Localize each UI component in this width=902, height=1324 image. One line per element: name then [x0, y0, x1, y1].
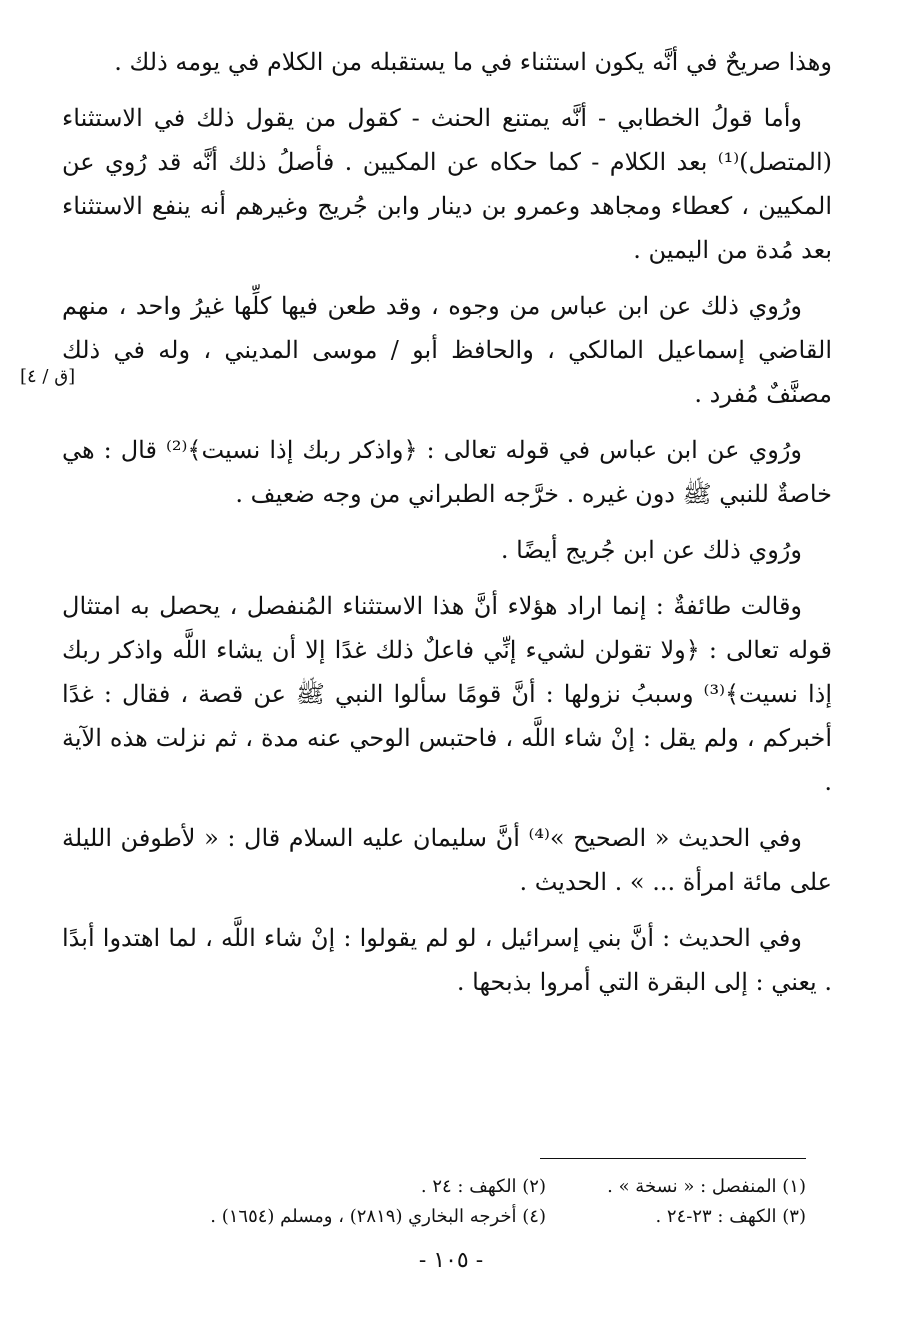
- footnote-3: (٣) الكهف : ٢٣-٢٤ .: [655, 1206, 806, 1227]
- paragraph-2: وأما قولُ الخطابي - أنَّه يمتنع الحنث - كقول من يقول ذلك في الاستثناء (المتصل)⁽¹⁾ بعد الكلام - كما حكاه عن المكيين . فأصلُ ذلك أنَّه قد رُوي عن المكيين ، كعطاء ومجاهد وعمرو بن دينار وابن جُريج وغيرهم أنه ينفع الاستثناء بعد مُدة من اليمين .: [62, 104, 832, 264]
- footnotes: [96, 1172, 806, 1232]
- paragraph-6: وقالت طائفةٌ : إنما اراد هؤلاء أنَّ هذا الاستثناء المُنفصل ، يحصل به امتثال قوله تعالى : ﴿ولا تقولن لشيء إنِّي فاعلٌ ذلك غدًا إلا أن يشاء اللَّه واذكر ربك إذا نسيت﴾⁽³⁾ وسببُ نزولها : أنَّ قومًا سألوا النبي ﷺ عن قصة ، فقال : غدًا أخبركم ، ولم يقل : إنْ شاء اللَّه ، فاحتبس الوحي عنه مدة ، ثم نزلت هذه الآية .: [62, 592, 833, 796]
- footnote-row: [96, 1202, 806, 1232]
- footnote-divider: [540, 1158, 806, 1159]
- manuscript-folio-marker: [ق / ٤]: [20, 366, 76, 387]
- paragraph-3: ورُوي ذلك عن ابن عباس من وجوه ، وقد طعن فيها كلِّها غيرُ واحد ، منهم القاضي إسماعيل المالكي ، والحافظ أبو / موسى المديني ، وله في ذلك مصنَّفٌ مُفرد .: [62, 292, 832, 408]
- paragraph-5: ورُوي ذلك عن ابن جُريج أيضًا .: [500, 536, 802, 564]
- footnote-row: [96, 1172, 806, 1202]
- paragraph-1: وهذا صريحٌ في أنَّه يكون استثناء في ما يستقبله من الكلام في يومه ذلك .: [114, 48, 832, 76]
- footnote-4: (٤) أخرجه البخاري (٢٨١٩) ، ومسلم (١٦٥٤) .: [210, 1206, 546, 1227]
- paragraph-8: وفي الحديث : أنَّ بني إسرائيل ، لو لم يقولوا : إنْ شاء اللَّه ، لما اهتدوا أبدًا . يعني : إلى البقرة التي أمروا بذبحها .: [62, 924, 832, 996]
- paragraph-7: وفي الحديث « الصحيح »⁽⁴⁾ أنَّ سليمان عليه السلام قال : « لأطوفن الليلة على مائة امرأة ... » . الحديث .: [62, 824, 832, 896]
- paragraph-4: ورُوي عن ابن عباس في قوله تعالى : ﴿واذكر ربك إذا نسيت﴾⁽²⁾ قال : هي خاصةٌ للنبي ﷺ دون غيره . خرَّجه الطبراني من وجه ضعيف .: [62, 436, 832, 508]
- main-text: [62, 40, 832, 1004]
- footnote-2: (٢) الكهف : ٢٤ .: [420, 1176, 546, 1197]
- page-number: - ١٠٥ -: [418, 1248, 484, 1273]
- footnote-1: (١) المنفصل : « نسخة » .: [607, 1176, 806, 1197]
